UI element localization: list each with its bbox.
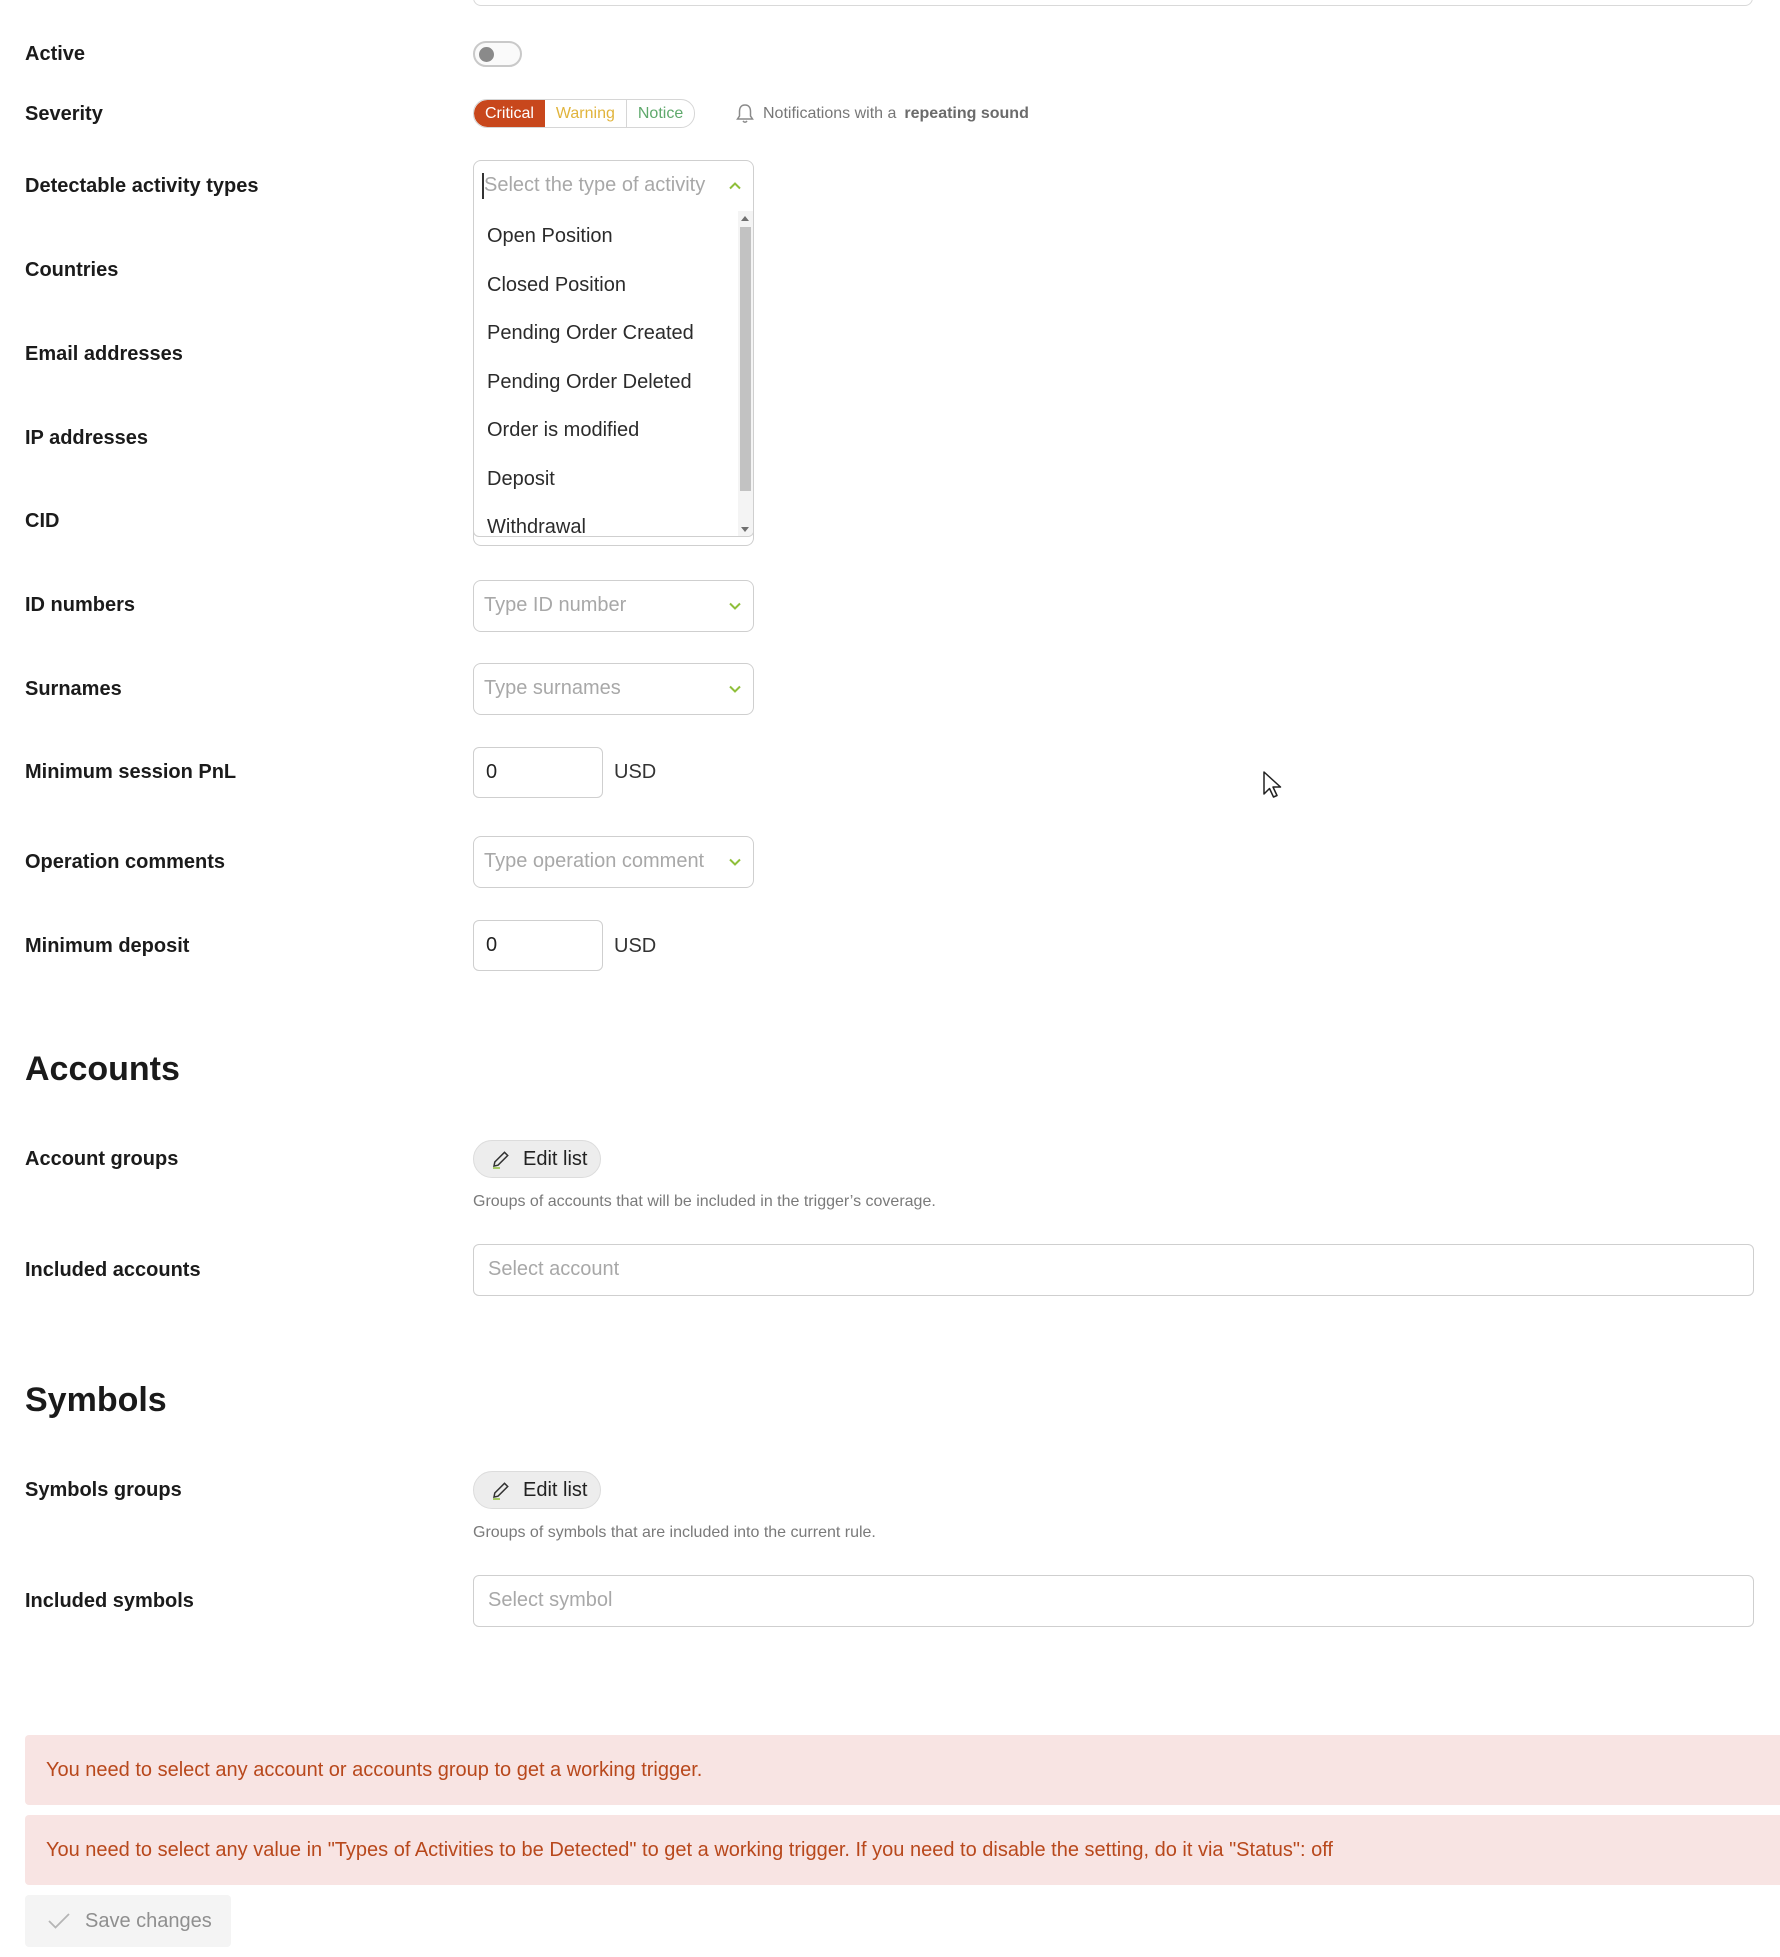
surnames-placeholder: Type surnames xyxy=(484,677,621,699)
chevron-down-icon[interactable] xyxy=(727,681,743,697)
min-deposit-input[interactable] xyxy=(473,920,603,971)
notification-hint xyxy=(735,102,1029,126)
scrollbar-thumb[interactable] xyxy=(740,227,751,491)
min-deposit-unit: USD xyxy=(614,935,657,957)
bell-icon xyxy=(735,103,755,125)
cid-label: CID xyxy=(25,510,60,532)
included-accounts-placeholder: Select account xyxy=(488,1258,620,1280)
symbols-groups-edit-label: Edit list xyxy=(523,1478,588,1501)
chevron-down-icon[interactable] xyxy=(727,854,743,870)
dropdown-option-pending-order-created[interactable]: Pending Order Created xyxy=(487,322,694,344)
activity-types-placeholder: Select the type of activity xyxy=(484,174,706,196)
severity-warning-option[interactable]: Warning xyxy=(545,100,627,127)
surnames-label: Surnames xyxy=(25,678,122,700)
symbols-groups-label: Symbols groups xyxy=(25,1479,182,1501)
pencil-icon xyxy=(491,1149,511,1169)
dropdown-option-deposit[interactable]: Deposit xyxy=(487,468,555,490)
pencil-icon xyxy=(491,1480,511,1500)
check-icon xyxy=(47,1911,71,1931)
dropdown-option-order-modified[interactable]: Order is modified xyxy=(487,419,640,441)
chevron-down-icon[interactable] xyxy=(727,598,743,614)
min-session-pnl-value: 0 xyxy=(486,761,498,783)
operation-comments-select[interactable] xyxy=(473,836,754,888)
min-session-pnl-label: Minimum session PnL xyxy=(25,761,237,783)
active-label: Active xyxy=(25,43,86,65)
alert-accounts-required-text: You need to select any account or accounts group to get a working trigger. xyxy=(46,1758,703,1781)
surnames-select[interactable] xyxy=(473,663,754,715)
dropdown-scrollbar[interactable] xyxy=(738,211,753,537)
chevron-up-icon[interactable] xyxy=(727,178,743,194)
account-groups-edit-button[interactable] xyxy=(473,1140,601,1178)
min-deposit-value: 0 xyxy=(486,934,498,956)
account-groups-help: Groups of accounts that will be included in the trigger’s coverage. xyxy=(473,1193,936,1210)
symbols-heading: Symbols xyxy=(25,1381,167,1419)
dropdown-option-withdrawal[interactable]: Withdrawal xyxy=(487,516,586,537)
save-changes-button[interactable] xyxy=(25,1895,231,1947)
alert-activity-types-required xyxy=(25,1815,1780,1885)
scroll-up-arrow-icon[interactable] xyxy=(741,216,749,221)
operation-comments-label: Operation comments xyxy=(25,851,226,873)
symbols-groups-edit-button[interactable] xyxy=(473,1471,601,1509)
scroll-down-arrow-icon[interactable] xyxy=(741,527,749,532)
min-session-pnl-input[interactable] xyxy=(473,747,603,798)
toggle-knob xyxy=(479,47,494,62)
severity-label: Severity xyxy=(25,103,103,125)
activity-types-dropdown xyxy=(473,211,754,537)
alert-activity-types-required-text: You need to select any value in "Types of Activities to be Detected" to get a working trigger. If you need to disable the setting, do it via "Status": off xyxy=(46,1838,1333,1861)
id-numbers-placeholder: Type ID number xyxy=(484,594,627,616)
notification-bold-text: repeating sound xyxy=(904,105,1029,122)
included-symbols-label: Included symbols xyxy=(25,1590,194,1612)
accounts-heading: Accounts xyxy=(25,1050,180,1088)
alert-accounts-required xyxy=(25,1735,1780,1805)
dropdown-option-closed-position[interactable]: Closed Position xyxy=(487,274,626,296)
severity-selector xyxy=(473,99,695,128)
account-groups-label: Account groups xyxy=(25,1148,179,1170)
dropdown-option-open-position[interactable]: Open Position xyxy=(487,225,613,247)
activity-types-label: Detectable activity types xyxy=(25,175,259,197)
included-accounts-label: Included accounts xyxy=(25,1259,201,1281)
id-numbers-select[interactable] xyxy=(473,580,754,632)
id-numbers-label: ID numbers xyxy=(25,594,136,616)
included-symbols-select[interactable] xyxy=(473,1575,1754,1627)
operation-comments-placeholder: Type operation comment xyxy=(484,850,705,872)
countries-label: Countries xyxy=(25,259,119,281)
mouse-cursor-icon xyxy=(1262,770,1284,800)
dropdown-option-pending-order-deleted[interactable]: Pending Order Deleted xyxy=(487,371,692,393)
min-session-pnl-unit: USD xyxy=(614,761,657,783)
included-symbols-placeholder: Select symbol xyxy=(488,1589,613,1611)
activity-types-select[interactable] xyxy=(473,160,754,212)
min-deposit-label: Minimum deposit xyxy=(25,935,190,957)
email-addresses-label: Email addresses xyxy=(25,343,183,365)
severity-notice-option[interactable]: Notice xyxy=(637,105,684,122)
included-accounts-select[interactable] xyxy=(473,1244,1754,1296)
active-toggle[interactable] xyxy=(473,41,522,67)
symbols-groups-help: Groups of symbols that are included into the current rule. xyxy=(473,1524,876,1541)
notification-text: Notifications with a xyxy=(763,105,897,122)
ip-addresses-label: IP addresses xyxy=(25,427,149,449)
account-groups-edit-label: Edit list xyxy=(523,1147,588,1170)
previous-field-edge xyxy=(473,0,1753,6)
severity-critical-option[interactable]: Critical xyxy=(474,100,545,127)
save-changes-label: Save changes xyxy=(85,1909,212,1932)
